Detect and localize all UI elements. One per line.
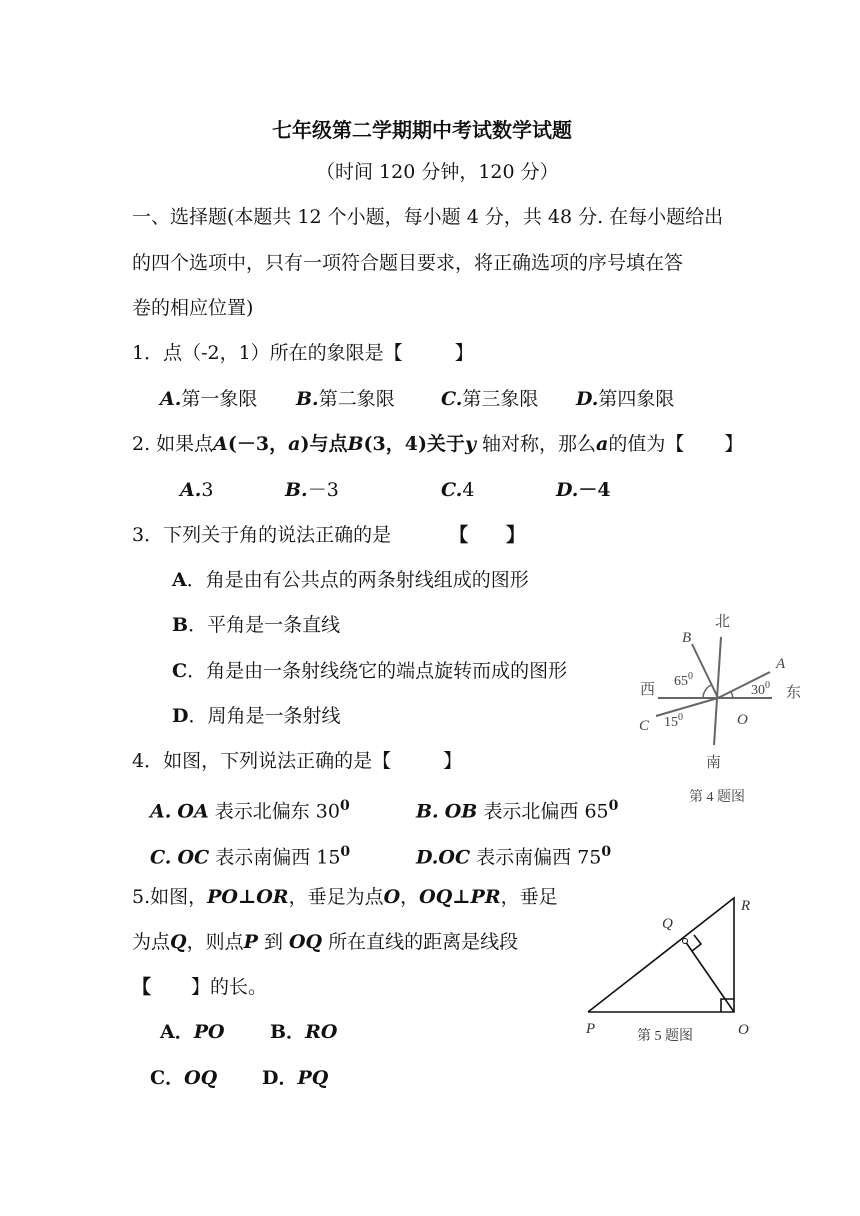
q5-option-d: D．PQ bbox=[262, 1067, 329, 1089]
point-o-label: O bbox=[737, 712, 748, 728]
question-5-line2: 为点Q，则点P 到 OQ 所在直线的距离是线段 bbox=[132, 931, 519, 953]
east-label: 东 bbox=[786, 685, 802, 701]
q5-option-b: B．RO bbox=[270, 1021, 338, 1043]
q1-option-a: A.第一象限 bbox=[160, 388, 258, 410]
q3-option-a: A．角是由有公共点的两条射线组成的图形 bbox=[172, 569, 529, 591]
angle-15-label: $15^0$ bbox=[664, 712, 683, 730]
q1-option-c: C.第三象限 bbox=[441, 388, 539, 410]
question-2-stem: 2. 如果点A(－3，a)与点B(3，4)关于y 轴对称，那么a的值为【 】 bbox=[132, 433, 744, 455]
q3-option-c: C．角是由一条射线绕它的端点旋转而成的图形 bbox=[172, 660, 568, 682]
question-3-stem: 3．下列关于角的说法正确的是 【 】 bbox=[132, 524, 526, 546]
q1-bracket-close: 】 bbox=[454, 342, 474, 364]
south-label: 南 bbox=[706, 755, 722, 771]
right-angle-q bbox=[692, 935, 701, 951]
q5-option-a: A．PO bbox=[160, 1021, 225, 1043]
point-r-label: R bbox=[741, 898, 751, 914]
q2-option-d: D.－4 bbox=[556, 479, 611, 501]
triangle-pro bbox=[588, 898, 734, 1012]
q5-option-c: C．OQ bbox=[150, 1067, 218, 1089]
q4-option-c: C. OC 表示南偏西 $15^0$ bbox=[150, 844, 351, 869]
angle-30-label: $30^0$ bbox=[751, 680, 770, 698]
point-o-label: O bbox=[738, 1022, 749, 1038]
point-c-label: C bbox=[639, 718, 650, 734]
segment-oq bbox=[685, 941, 734, 1012]
q4-compass-figure bbox=[630, 605, 810, 810]
ray-oc bbox=[656, 698, 718, 716]
point-a-label: A bbox=[776, 656, 786, 672]
q4-option-b: B. OB 表示北偏西 $65^0$ bbox=[416, 798, 619, 823]
q4-option-d: D.OC 表示南偏西 $75^0$ bbox=[416, 844, 612, 869]
section-instruction-line2: 的四个选项中，只有一项符合题目要求，将正确选项的序号填在答 bbox=[132, 252, 684, 274]
section-instruction-line3: 卷的相应位置) bbox=[132, 297, 254, 319]
q1-option-b: B.第二象限 bbox=[296, 388, 395, 410]
q1-option-d: D.第四象限 bbox=[576, 388, 675, 410]
angle-arc-65 bbox=[703, 685, 711, 698]
point-q-label: Q bbox=[662, 916, 673, 932]
figure-5-caption: 第 5 题图 bbox=[637, 1029, 693, 1044]
q2-option-c: C.4 bbox=[441, 479, 475, 501]
west-label: 西 bbox=[640, 682, 656, 698]
angle-65-label: $65^0$ bbox=[674, 671, 693, 689]
page-subtitle: （时间 120 分钟，120 分） bbox=[316, 161, 559, 183]
q3-option-d: D．周角是一条射线 bbox=[172, 705, 341, 727]
q5-triangle-figure bbox=[580, 890, 770, 1045]
q2-option-b: B.－3 bbox=[285, 479, 339, 501]
page-title: 七年级第二学期期中考试数学试题 bbox=[272, 118, 572, 142]
figure-4-caption: 第 4 题图 bbox=[689, 790, 745, 805]
point-p-label: P bbox=[586, 1021, 596, 1037]
question-5-line3: 【 】的长。 bbox=[132, 976, 268, 998]
north-label: 北 bbox=[715, 614, 731, 630]
q4-option-a: A. OA 表示北偏东 $30^0$ bbox=[150, 798, 350, 823]
q2-option-a: A.3 bbox=[180, 479, 214, 501]
question-5-line1: 5.如图，PO⊥OR，垂足为点O，OQ⊥PR，垂足 bbox=[132, 886, 558, 908]
question-1-stem bbox=[132, 341, 474, 365]
section-instruction-line1: 一、选择题(本题共 12 个小题，每小题 4 分，共 48 分. 在每小题给出 bbox=[132, 206, 724, 228]
q3-option-b: B．平角是一条直线 bbox=[172, 614, 341, 636]
question-4-stem: 4．如图，下列说法正确的是【 】 bbox=[132, 750, 463, 772]
point-b-label: B bbox=[682, 630, 692, 646]
foot-point-q bbox=[683, 939, 688, 944]
q1-stem-text: 1．点（-2，1）所在的象限是【 bbox=[132, 342, 403, 364]
